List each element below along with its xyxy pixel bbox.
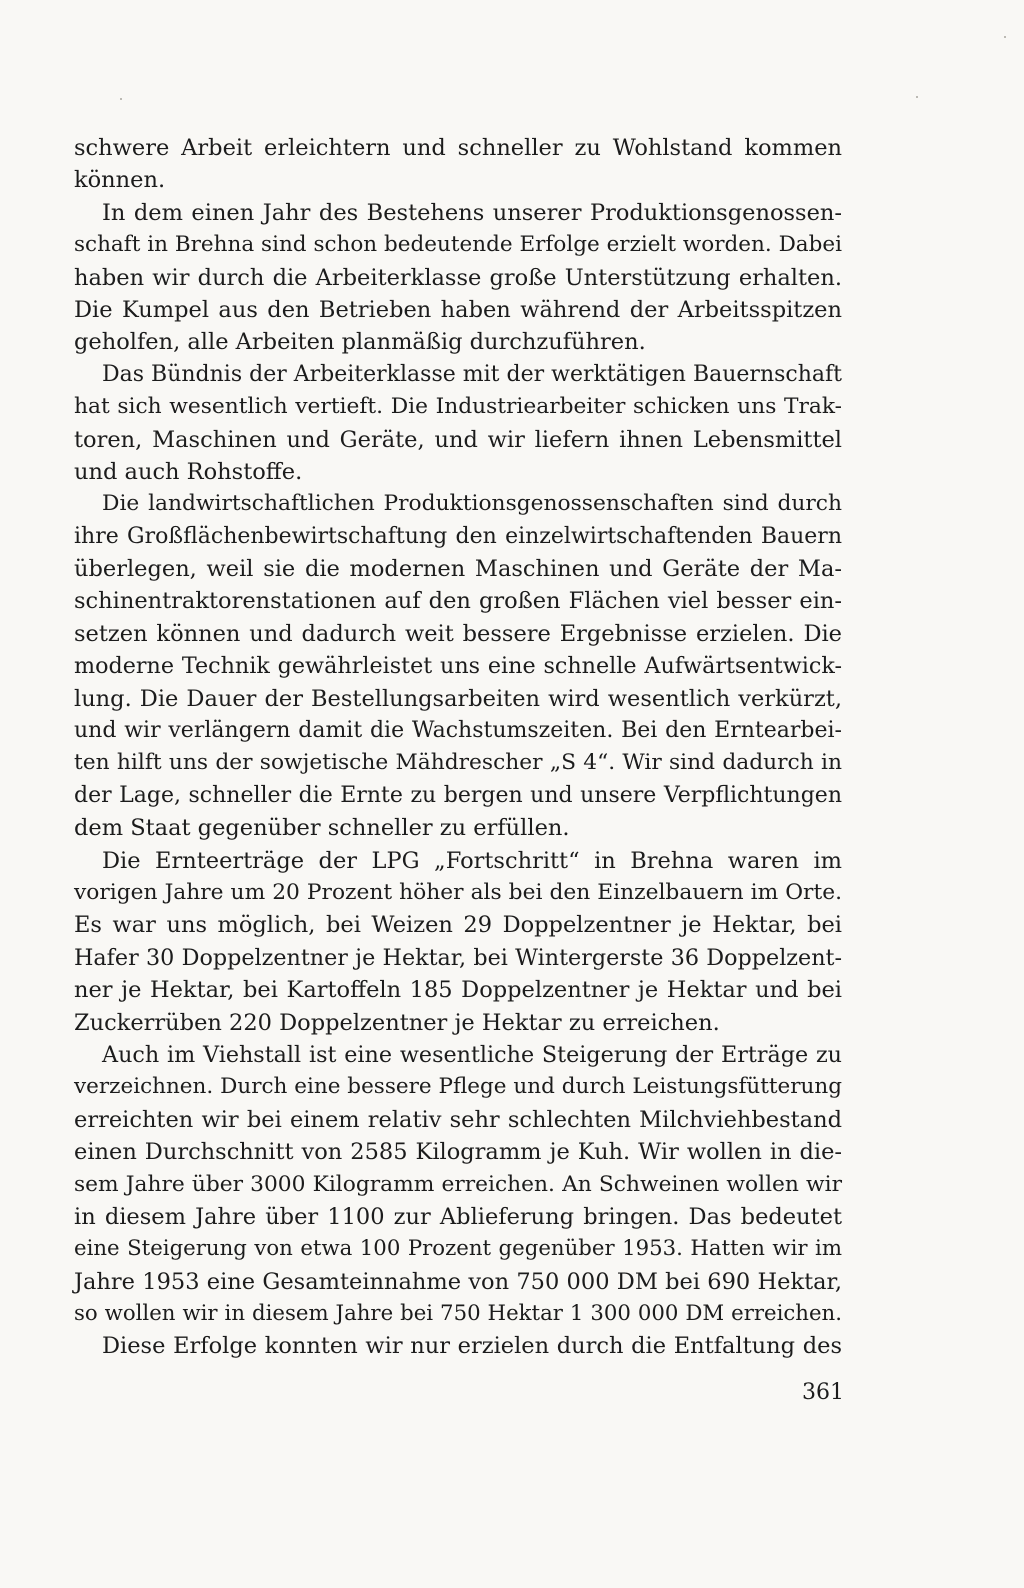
text-line: hat sich wesentlich vertieft. Die Industriearbeiter schicken uns Trak- [74,394,842,420]
text-line: so wollen wir in diesem Jahre bei 750 Hektar 1 300 000 DM erreichen. [74,1301,842,1327]
text-line: und auch Rohstoffe. [74,458,303,485]
text-line: in diesem Jahre über 1100 zur Ablieferung bringen. Das bedeutet [74,1203,842,1230]
text-line: schwere Arbeit erleichtern und schneller zu Wohlstand kommen [74,135,842,161]
text-line: moderne Technik gewährleistet uns eine schnelle Aufwärtsentwick- [74,653,842,680]
text-line: lung. Die Dauer der Bestellungsarbeiten wird wesentlich verkürzt, [74,685,842,712]
text-line: haben wir durch die Arbeiterklasse große Unterstützung erhalten. [74,264,842,291]
text-line: toren, Maschinen und Geräte, und wir liefern ihnen Lebensmittel [74,426,842,453]
text-line: Die Ernteerträge der LPG „Fortschritt“ in Brehna waren im [102,847,842,874]
paper-speck [916,96,918,98]
body-text [74,132,842,1363]
text-line: Hafer 30 Doppelzentner je Hektar, bei Wintergerste 36 Doppelzent- [74,944,842,971]
text-line: Diese Erfolge konnten wir nur erzielen durch die Entfaltung des [102,1333,842,1360]
paper-speck [120,98,122,100]
text-line: überlegen, weil sie die modernen Maschinen und Geräte der Ma- [74,556,842,583]
page-number: 361 [802,1380,844,1405]
text-line: eine Steigerung von etwa 100 Prozent gegenüber 1953. Hatten wir im [74,1236,842,1262]
text-line: geholfen, alle Arbeiten planmäßig durchzuführen. [74,329,646,356]
text-line: Es war uns möglich, bei Weizen 29 Doppelzentner je Hektar, bei [74,912,842,939]
text-line: verzeichnen. Durch eine bessere Pflege und durch Leistungsfütterung [74,1074,842,1100]
text-line: erreichten wir bei einem relativ sehr schlechten Milchviehbestand [74,1106,842,1133]
paper-speck [1004,36,1006,38]
text-line: setzen können und dadurch weit bessere Ergebnisse erzielen. Die [74,620,842,647]
text-line: und wir verlängern damit die Wachstumszeiten. Bei den Erntearbei- [74,718,842,744]
text-line: der Lage, schneller die Ernte zu bergen und unsere Verpflichtungen [74,782,842,808]
text-line: Zuckerrüben 220 Doppelzentner je Hektar zu erreichen. [74,1009,720,1036]
text-line: ihre Großflächenbewirtschaftung den einzelwirtschaftenden Bauern [74,523,842,549]
text-line: Jahre 1953 eine Gesamteinnahme von 750 000 DM bei 690 Hektar, [74,1268,842,1295]
text-line: schinentraktorenstationen auf den großen Flächen viel besser ein- [74,588,842,615]
text-line: Das Bündnis der Arbeiterklasse mit der werktätigen Bauernschaft [102,361,842,387]
text-line: Die landwirtschaftlichen Produktionsgenossenschaften sind durch [102,491,842,517]
text-line: schaft in Brehna sind schon bedeutende Erfolge erzielt worden. Dabei [74,232,842,258]
text-line: einen Durchschnitt von 2585 Kilogramm je Kuh. Wir wollen in die- [74,1139,842,1166]
text-line: vorigen Jahre um 20 Prozent höher als bei den Einzelbauern im Orte. [74,879,842,905]
text-line: sem Jahre über 3000 Kilogramm erreichen. An Schweinen wollen wir [74,1171,842,1197]
text-line: Die Kumpel aus den Betrieben haben während der Arbeitsspitzen [74,296,842,323]
text-line: ner je Hektar, bei Kartoffeln 185 Doppelzentner je Hektar und bei [74,977,842,1004]
text-line: In dem einen Jahr des Bestehens unserer Produktionsgenossen- [102,199,842,226]
text-line: dem Staat gegenüber schneller zu erfüllen. [74,815,570,842]
text-line: ten hilft uns der sowjetische Mähdrescher „S 4“. Wir sind dadurch in [74,750,842,776]
text-line: Auch im Viehstall ist eine wesentliche Steigerung der Erträge zu [102,1041,842,1068]
text-line: können. [74,167,166,194]
